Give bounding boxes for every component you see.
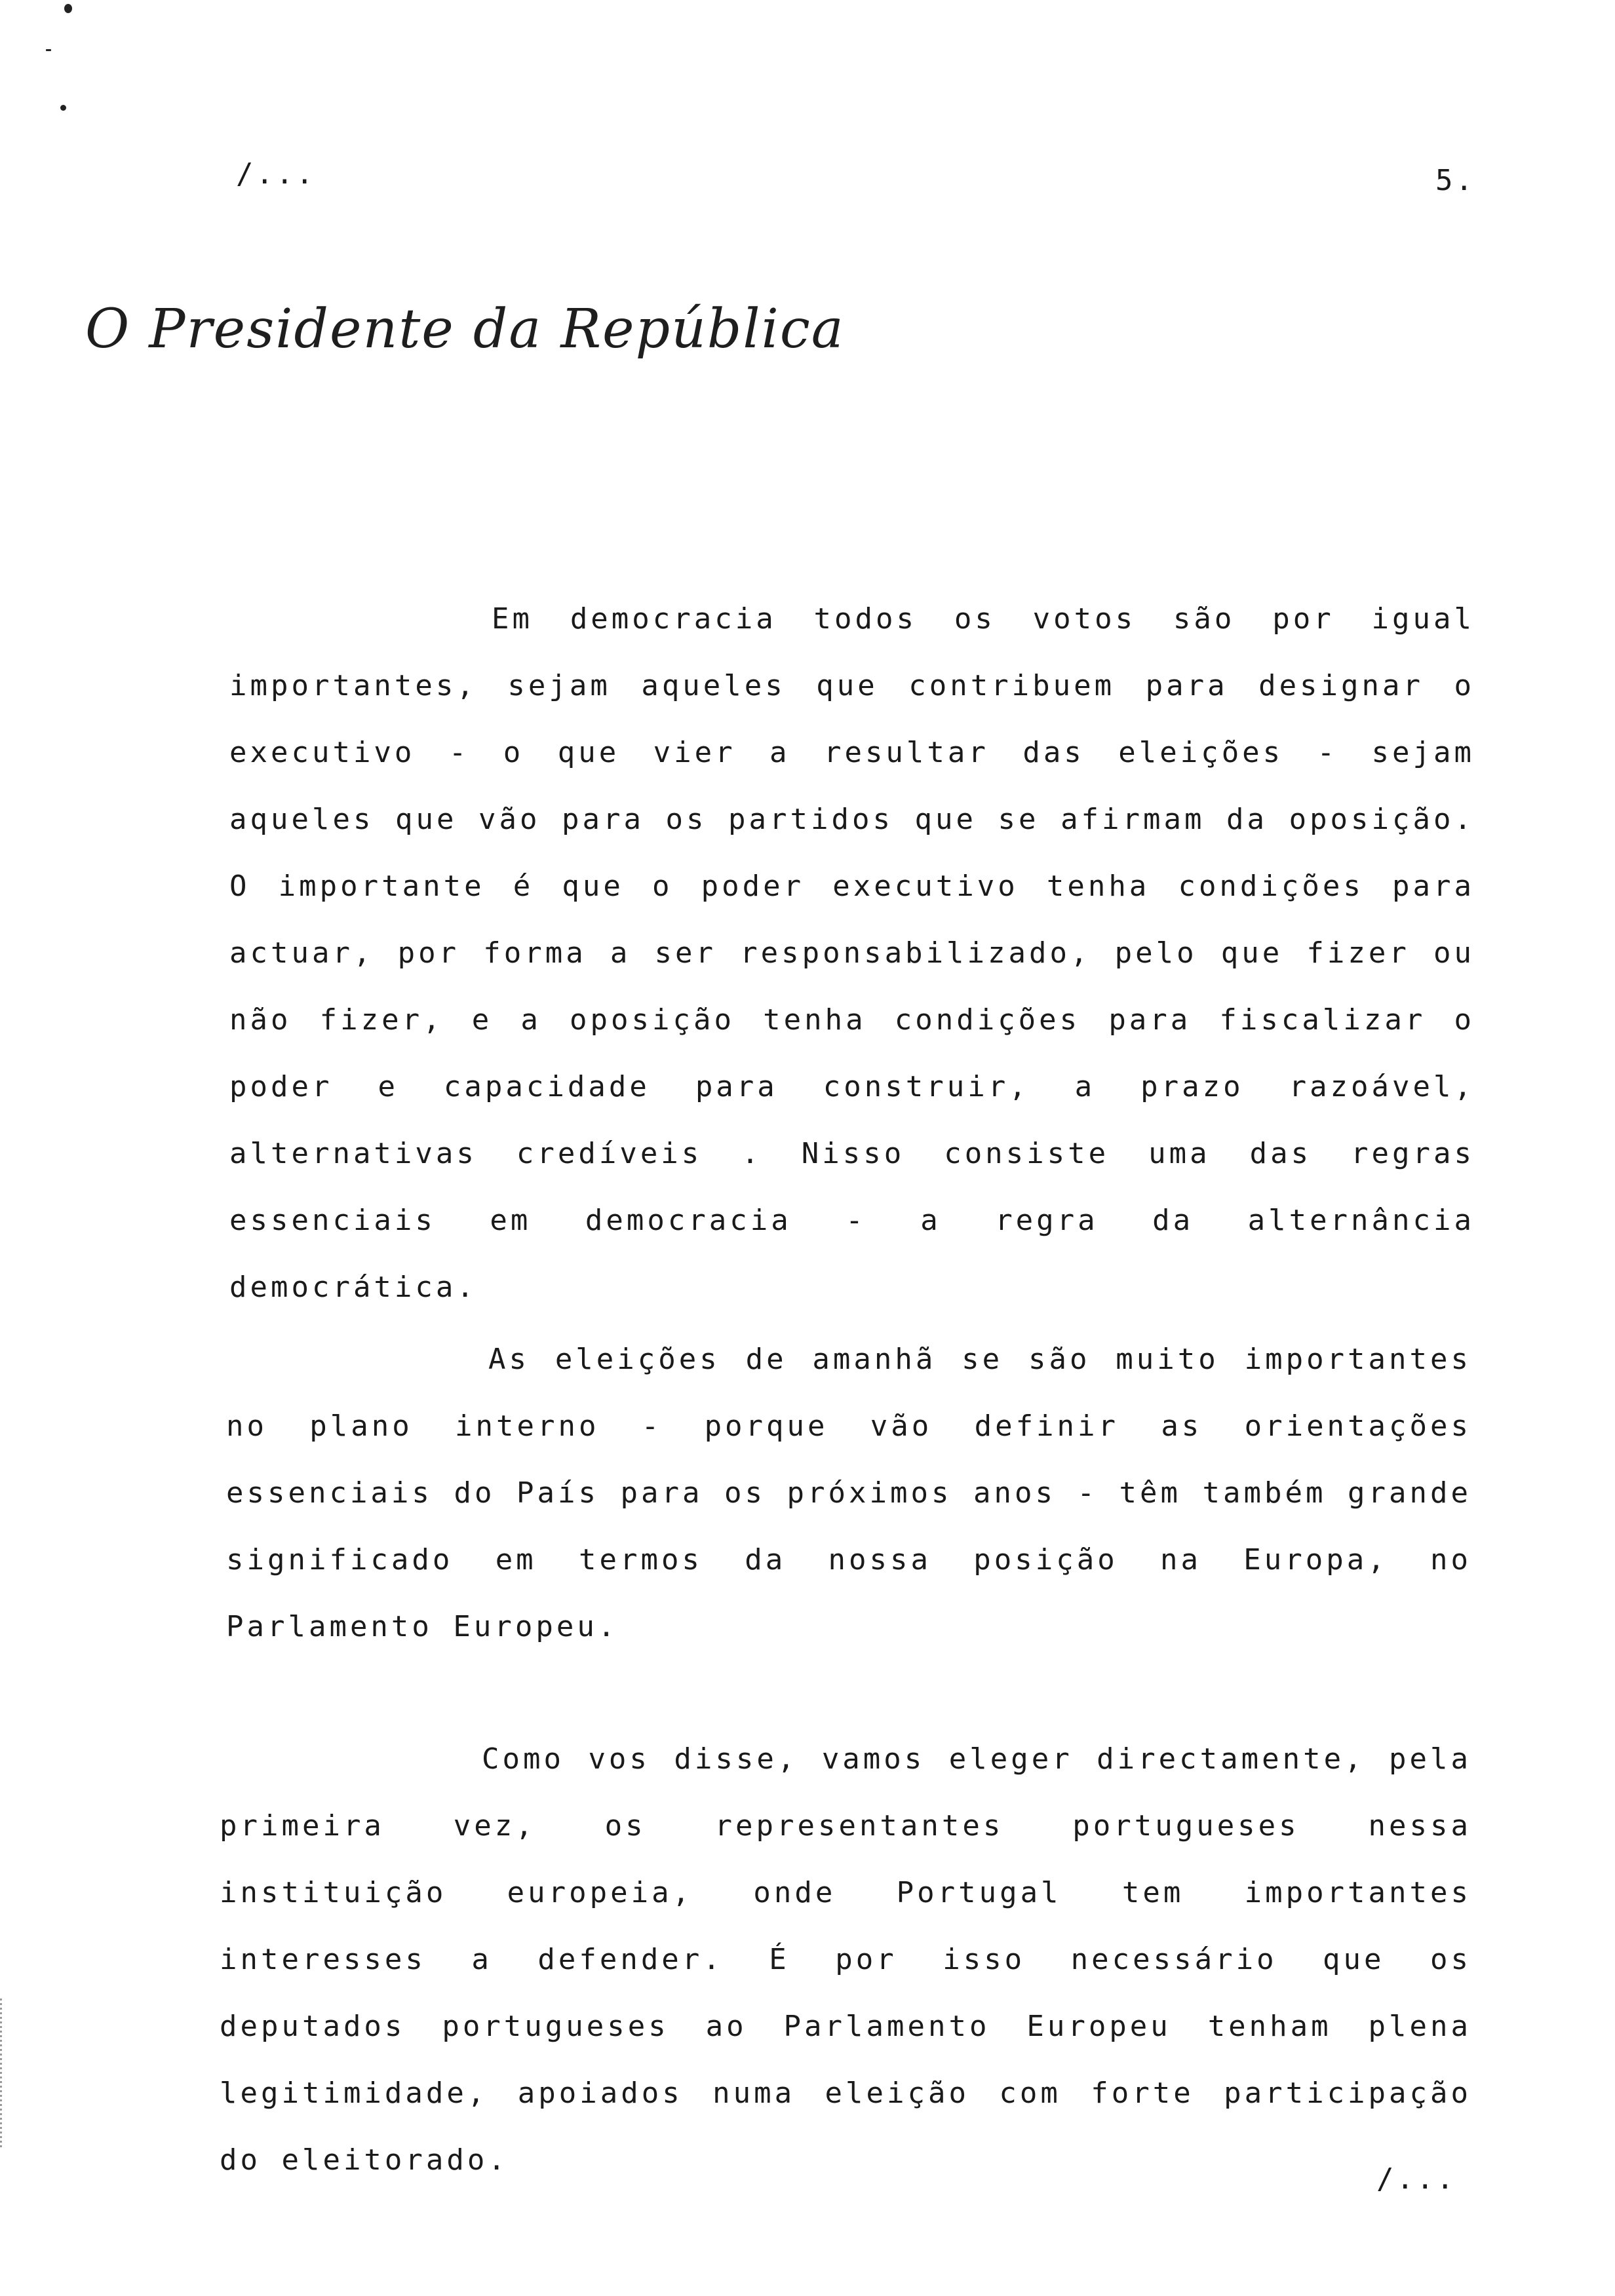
header-continuation-mark: /... bbox=[236, 157, 316, 191]
scan-speck bbox=[46, 49, 51, 51]
paragraph-2: As eleições de amanhã se são muito importantes no plano interno - porque vão definir as orientações essenciais do País para os próximos anos - têm também grande significado em termos da nossa posição na Europa, no Parlamento Europeu. bbox=[226, 1343, 1471, 1643]
page-number: 5. bbox=[1435, 164, 1475, 197]
scan-speck bbox=[64, 4, 72, 13]
paragraph-3: Como vos disse, vamos eleger directamente, pela primeira vez, os representantes portugueses nessa instituição europeia, onde Portugal tem importantes interesses a defender. É por isso necessário que os deputados portugueses ao Parlamento Europeu tenham plena legitimidade, apoiados numa eleição com forte participação do eleitorado. bbox=[220, 1742, 1471, 2177]
scan-edge-mark bbox=[0, 1999, 2, 2149]
scan-speck bbox=[60, 105, 66, 111]
paragraph-1: Em democracia todos os votos são por igual importantes, sejam aqueles que contribuem para designar o executivo - o que vier a resultar das eleições - sejam aqueles que vão para os partidos que se afirmam da oposição. O importante é que o poder executivo tenha condições para actuar, por forma a ser responsabilizado, pelo que fizer ou não fizer, e a oposição tenha condições para fiscalizar o poder e capacidade para construir, a prazo razoável, alternativas credíveis . Nisso consiste uma das regras essenciais em democracia - a regra da alternância democrática. bbox=[229, 602, 1475, 1304]
letterhead-title: O Presidente da República bbox=[85, 298, 845, 360]
footer-continuation-mark: /... bbox=[1376, 2162, 1456, 2196]
